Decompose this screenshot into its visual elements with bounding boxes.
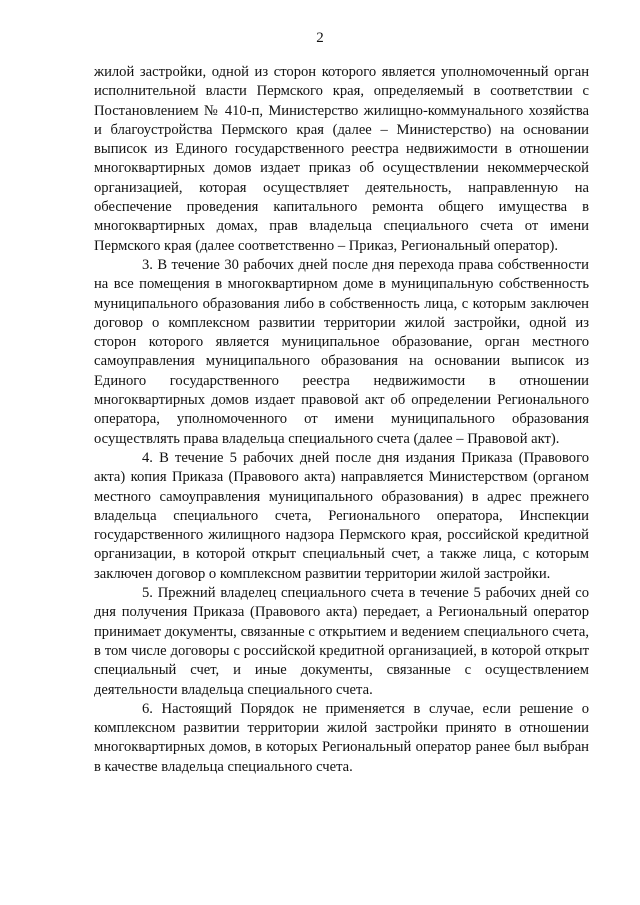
page-number: 2 [316,30,324,46]
paragraph-6: 6. Настоящий Порядок не применяется в случае, если решение о комплексном развитии территории жилой застройки принято в отношении многоквартирных домов, в которых Региональный оператор ранее был выбран в качестве владельца специального счета. [94,700,589,775]
document-body [94,63,589,777]
paragraph-4: 4. В течение 5 рабочих дней после дня издания Приказа (Правового акта) копия Приказа (Правового акта) направляется Министерством (органом местного самоуправления муниципального образования) в адрес прежнего владельца специального счета, Регионального оператора, Инспекции государственного жилищного надзора Пермского края, российской кредитной организации, в которой открыт специальный счет, а также лица, с которым заключен договор о комплексном развитии территории жилой застройки. [94,449,589,582]
paragraph-3: 3. В течение 30 рабочих дней после дня перехода права собственности на все помещения в многоквартирном доме в муниципальную собственность муниципального образования либо в собственность лица, с которым заключен договор о комплексном развитии территории жилой застройки, одной из сторон которого является муниципальное образование, орган местного самоуправления муниципального образования на основании выписок из Единого государственного реестра недвижимости в отношении многоквартирных домов издает правовой акт об определении Регионального оператора, уполномоченного от имени муниципального образования осуществлять права владельца специального счета (далее – Правовой акт). [94,256,589,447]
paragraph-continuation: жилой застройки, одной из сторон которого является уполномоченный орган исполнительной власти Пермского края, определяемый в соответствии с Постановлением № 410-п, Министерство жилищно-коммунального хозяйства и благоустройства Пермского края (далее – Министерство) на основании выписок из Единого государственного реестра недвижимости в отношении многоквартирных домов издает приказ об осуществлении некоммерческой организацией, которая осуществляет деятельность, направленную на обеспечение проведения капитального ремонта общего имущества в многоквартирных домах, прав владельца специального счета от имени Пермского края (далее соответственно – Приказ, Региональный оператор). [94,64,589,254]
paragraph-5: 5. Прежний владелец специального счета в течение 5 рабочих дней со дня получения Приказа (Правового акта) передает, а Региональный оператор принимает документы, связанные с открытием и ведением специального счета, в том числе договоры с российской кредитной организацией, в которой открыт специальный счет, и иные документы, связанные с осуществлением деятельности владельца специального счета. [94,585,589,698]
